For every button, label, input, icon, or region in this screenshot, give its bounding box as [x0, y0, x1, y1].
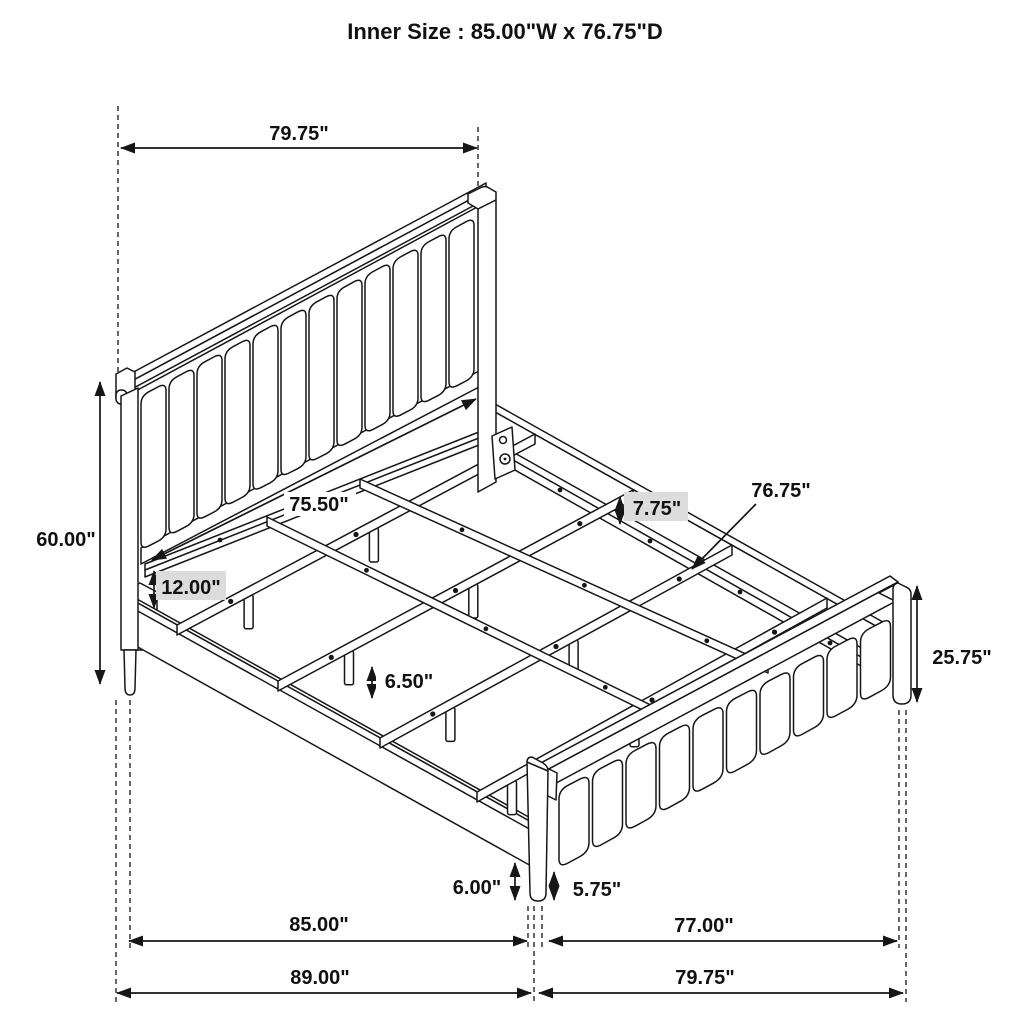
- screw-hole: [648, 539, 653, 544]
- footboard-right-post: [893, 583, 911, 704]
- screw-hole: [677, 576, 682, 581]
- left-rail-front-face: [136, 602, 542, 872]
- slat-leg: [446, 707, 455, 741]
- headboard-channel: [141, 385, 166, 547]
- screw-hole: [453, 588, 458, 593]
- footboard-channel: [794, 656, 824, 736]
- headboard-channel: [169, 370, 194, 532]
- screw-hole: [484, 626, 489, 631]
- bracket-hole-center: [504, 458, 507, 461]
- dim-label-headboard-height: 60.00": [36, 529, 96, 551]
- screw-hole: [704, 638, 709, 643]
- dim-label-slat-leg: 6.50": [384, 671, 434, 693]
- headboard-channel: [309, 295, 334, 460]
- screw-hole: [228, 599, 233, 604]
- screw-hole: [772, 630, 777, 635]
- dim-label-footboard-leg: 5.75": [572, 879, 622, 901]
- footboard-channel: [693, 708, 723, 791]
- footboard-channel: [660, 725, 690, 809]
- dim-label-footboard-height: 25.75": [932, 647, 992, 669]
- slat-leg: [469, 584, 478, 618]
- headboard-channel: [337, 280, 362, 445]
- dim-label-depth-overall: 79.75": [675, 967, 735, 989]
- footboard-front-leg: [527, 757, 548, 901]
- slat-leg: [508, 781, 517, 815]
- dim-label-gap: 12.00": [161, 577, 221, 599]
- screw-hole: [553, 644, 558, 649]
- headboard-left-post: [121, 388, 138, 650]
- footboard-channel: [861, 621, 891, 699]
- headboard-channel: [197, 355, 222, 518]
- screw-hole: [329, 655, 334, 660]
- dim-label-rail-height: 7.75": [632, 498, 682, 520]
- footboard-channel: [827, 638, 857, 717]
- right-rail-top-face: [495, 404, 890, 634]
- footboard-channel: [760, 673, 790, 754]
- dim-label-headboard-width: 79.75": [269, 123, 329, 145]
- left-rail-edge-line: [136, 610, 542, 836]
- footboard-channel: [626, 743, 656, 828]
- screw-hole: [577, 521, 582, 526]
- screw-hole: [582, 583, 587, 588]
- dim-label-width-overall: 89.00": [290, 967, 350, 989]
- bracket-hole: [500, 437, 507, 444]
- headboard-channel: [393, 250, 418, 416]
- headboard-left-leg: [124, 650, 136, 695]
- screw-hole: [364, 568, 369, 573]
- slat-leg: [345, 651, 354, 685]
- dim-label-width-outer: 85.00": [289, 914, 349, 936]
- screw-hole: [603, 685, 608, 690]
- headboard-channel: [365, 265, 390, 430]
- screw-hole: [828, 641, 833, 646]
- diagram-title: Inner Size : 85.00"W x 76.75"D: [347, 19, 663, 44]
- screw-hole: [353, 532, 358, 537]
- bracket-plate: [492, 427, 515, 479]
- slat-leg: [369, 528, 378, 562]
- dim-label-inner-depth: 76.75": [751, 480, 811, 502]
- footboard-channel: [727, 690, 757, 772]
- screw-hole: [430, 711, 435, 716]
- headboard-channel: [253, 325, 278, 489]
- footboard-channel: [559, 777, 589, 864]
- screw-hole: [558, 488, 563, 493]
- headboard-channel: [421, 235, 446, 401]
- dim-label-front-leg: 6.00": [452, 877, 502, 899]
- screw-hole: [460, 527, 465, 532]
- screw-hole: [738, 590, 743, 595]
- slat-leg: [244, 595, 253, 629]
- headboard-channel: [281, 310, 306, 474]
- headboard-channel: [225, 340, 250, 503]
- screw-hole: [218, 538, 223, 543]
- dim-label-footboard-span: 77.00": [674, 915, 734, 937]
- footboard-channel: [593, 760, 623, 846]
- dim-label-headboard-inner-width: 75.50": [289, 494, 349, 516]
- headboard-channel: [449, 220, 474, 387]
- corner-bracket: [492, 427, 515, 479]
